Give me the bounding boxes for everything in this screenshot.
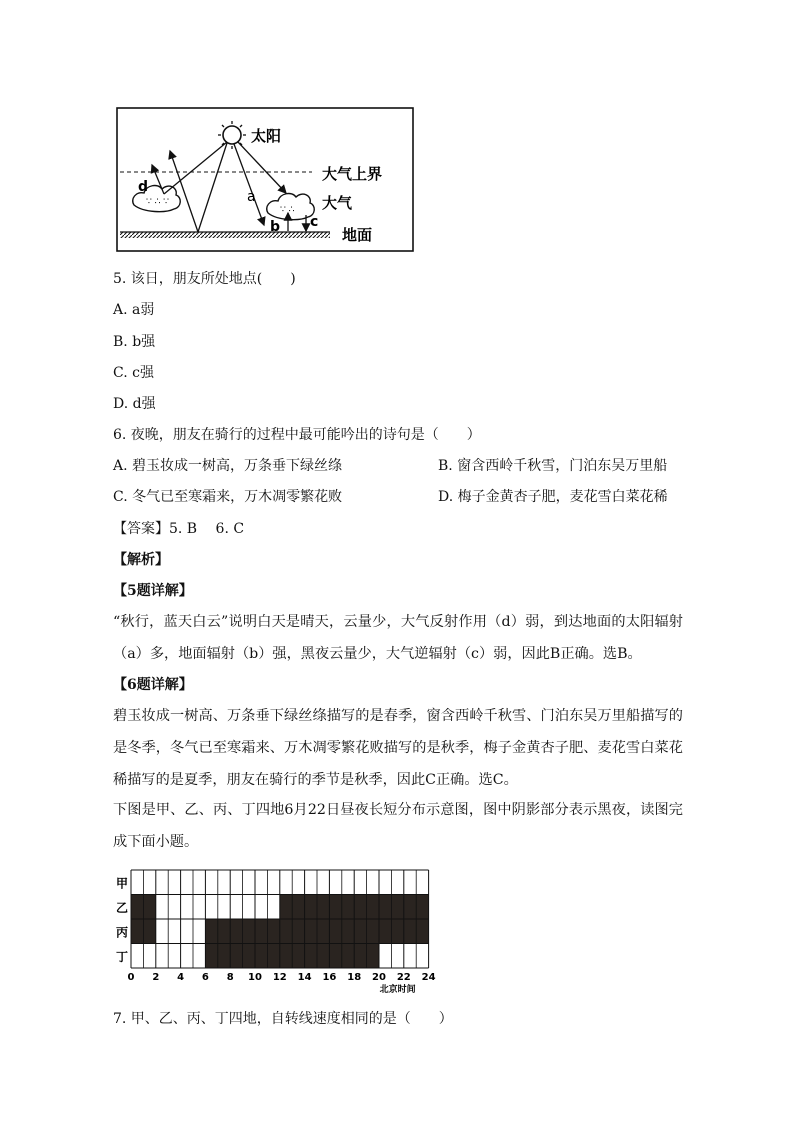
answer-line: 【答案】5. B 6. C: [113, 521, 245, 537]
q5-option-d: D. d强: [113, 396, 156, 412]
q5-detail-text: “秋行，蓝天白云”说明白天是晴天，云量少，大气反射作用（d）弱，到达地面的太阳辐射（a）多，地面辐射（b）强，黑夜云量少，大气逆辐射（c）弱，因此B正确。选B。: [113, 614, 683, 662]
label-d: d: [138, 179, 149, 195]
tick-label: 14: [297, 972, 312, 983]
sun-icon: [218, 121, 246, 149]
q5-stem: 5. 该日，朋友所处地点( ): [113, 271, 296, 287]
svg-text:∵ ∴: ∵ ∴: [280, 205, 295, 215]
tick-label: 20: [372, 972, 386, 983]
label-b: b: [270, 219, 281, 235]
label-c: c: [310, 214, 319, 230]
q6-option-b: B. 窗含西岭千秋雪，门泊东吴万里船: [438, 458, 668, 474]
label-a: a: [247, 189, 256, 205]
q5-option-c: C. c强: [113, 365, 154, 381]
q6-detail-title: 【6题详解】: [113, 677, 193, 693]
q6-detail-text: 碧玉妆成一树高、万条垂下绿丝绦描写的是春季，窗含西岭千秋雪、门泊东吴万里船描写的是冬季，冬气已至寒霜来、万木凋零繁花败描写的是秋季，梅子金黄杏子肥、麦花雪白菜花稀描写的是夏季，朋友在骑行的季节是秋季，因此C正确。选C。: [113, 708, 683, 788]
svg-text:∵ ∴ ∵: ∵ ∴ ∵: [146, 197, 169, 207]
tick-label: 18: [347, 972, 362, 983]
q6-option-a: A. 碧玉妆成一树高，万条垂下绿丝绦: [113, 458, 343, 474]
row-label: 丁: [116, 949, 129, 964]
tick-label: 4: [177, 972, 185, 983]
q6-stem: 6. 夜晚，朋友在骑行的过程中最可能吟出的诗句是（ ）: [113, 427, 481, 443]
tick-label: 24: [421, 972, 436, 983]
tick-label: 12: [272, 972, 287, 983]
atm-label: 大气: [322, 194, 353, 212]
row-label: 丙: [116, 925, 129, 940]
tick-label: 6: [201, 972, 209, 983]
ground-hatch: [120, 232, 330, 238]
tick-label: 2: [152, 972, 160, 983]
q5-option-b: B. b强: [113, 334, 156, 350]
day-night-chart: [112, 864, 442, 994]
cloud-right-icon: [267, 194, 315, 220]
upper-label: 大气上界: [322, 165, 383, 183]
tick-label: 10: [248, 972, 262, 983]
q6-option-c: C. 冬气已至寒霜来，万木凋零繁花败: [113, 489, 343, 505]
tick-label: 8: [226, 972, 234, 983]
row-label: 乙: [116, 900, 129, 915]
analysis-title: 【解析】: [113, 552, 169, 568]
x-axis-label: 北京时间: [379, 985, 416, 994]
q5-detail-title: 【5题详解】: [113, 583, 193, 599]
intro-text: 下图是甲、乙、丙、丁四地6月22日昼夜长短分布示意图，图中阴影部分表示黑夜，读图完成下面小题。: [113, 802, 683, 850]
q6-option-d: D. 梅子金黄杏子肥，麦花雪白菜花稀: [438, 489, 668, 505]
tick-label: 0: [127, 972, 135, 983]
q7-stem: 7. 甲、乙、丙、丁四地，自转线速度相同的是（ ）: [113, 1011, 453, 1027]
tick-label: 22: [396, 972, 411, 983]
sun-label: 太阳: [251, 127, 282, 145]
tick-label: 16: [322, 972, 337, 983]
q5-option-a: A. a弱: [113, 302, 155, 318]
radiation-diagram: [116, 107, 416, 255]
row-label: 甲: [116, 876, 129, 891]
ground-label: 地面: [342, 226, 373, 244]
